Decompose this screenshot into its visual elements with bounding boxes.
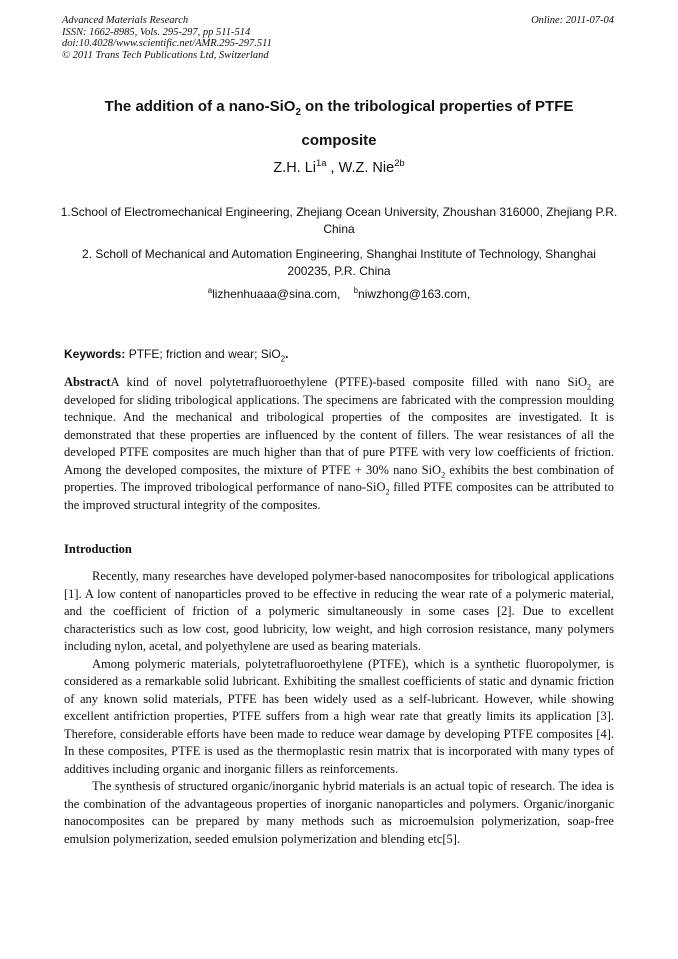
- author-1: Z.H. Li: [273, 160, 317, 176]
- title-text: The addition of a nano-SiO: [104, 98, 296, 115]
- introduction-body: [64, 568, 614, 848]
- title-subscript: 2: [295, 107, 301, 118]
- copyright-line: © 2011 Trans Tech Publications Ltd, Switzerland: [62, 49, 269, 61]
- introduction-heading: Introduction: [64, 542, 132, 556]
- keywords-end: .: [285, 347, 289, 361]
- paper-title: [60, 90, 618, 158]
- affiliation-2: 2. Scholl of Mechanical and Automation Engineering, Shanghai Institute of Technology, Shanghai 200235, P.R. China: [82, 247, 596, 278]
- abstract-text-4: filled PTFE composites can be attributed to the improved structural integrity of the composites.: [64, 480, 614, 512]
- author-2-mark: 2b: [394, 157, 405, 169]
- author-1-mark: 1a: [316, 157, 327, 169]
- email-a-mark: a: [207, 286, 213, 295]
- author-emails: [0, 287, 678, 301]
- issn-line: ISSN: 1662-8985, Vols. 295-297, pp 511-514: [62, 26, 251, 38]
- paragraph: Recently, many researches have developed polymer-based nanocomposites for tribological applications [1]. A low content of nanoparticles proved to be effective in reducing the wear rate of a polymeric material, and the coefficient of friction of a polymeric simultaneously in some cases [2]. Due to excellent characteristics such as low cost, good lubricity, low weight, and high corrosion resistance, many polymers including nylon, acetal, and polyethylene are used as bearing materials.: [64, 569, 614, 653]
- abstract-text: A kind of novel polytetrafluoroethylene (PTFE)-based composite filled with nano SiO: [110, 375, 588, 389]
- keywords-label: Keywords:: [64, 347, 126, 361]
- email-a[interactable]: lizhenhuaaa@sina.com,: [212, 287, 341, 301]
- affiliation-1: 1.School of Electromechanical Engineering, Zhejiang Ocean University, Zhoushan 316000, Zhejiang P.R. China: [60, 205, 618, 236]
- abstract-sub-3: 2: [385, 487, 390, 497]
- abstract-sub-1: 2: [587, 382, 592, 392]
- paragraph: The synthesis of structured organic/inorganic hybrid materials is an actual topic of research. The idea is the combination of the advantageous properties of inorganic nanoparticles and polymers. Organic/inorganic nanocomposites can be prepared by many methods such as microemulsion polymerization, soap-free emulsion polymerization, seeded emulsion polymerization and blending etc[5].: [64, 779, 614, 846]
- paragraph: Among polymeric materials, polytetrafluoroethylene (PTFE), which is a synthetic fluoropolymer, is considered as a remarkable solid lubricant. Exhibiting the smallest coefficients of static and dynamic friction of any known solid materials, PTFE has been widely used as a self-lubricant. However, while showing excellent antifriction properties, PTFE suffers from a high wear rate that greatly limits its application [3]. Therefore, considerable efforts have been made to reduce wear damage by developing PTFE composites [4]. In these composites, PTFE is used as the thermoplastic resin matrix that is incorporated with many types of additives including organic and inorganic fillers as reinforcements.: [64, 656, 614, 776]
- title-line2: composite: [301, 132, 377, 149]
- author-list: [0, 157, 678, 176]
- email-b[interactable]: niwzhong@163.com,: [358, 287, 471, 301]
- email-b-mark: b: [353, 286, 359, 295]
- abstract-text-2: are developed for sliding tribological applications. The specimens are fabricated with the compression moulding technique. And the mechanical and tribological properties of the composites are investigated. It is demonstrated that these properties are influenced by the content of fillers. The wear resistances of all the developed PTFE composites are much higher than that of pure PTFE with very low coefficients of friction. Among the developed composites, the mixture of PTFE + 30% nano SiO: [64, 375, 614, 477]
- online-date: Online: 2011-07-04: [531, 15, 614, 26]
- journal-name: Advanced Materials Research: [62, 15, 189, 26]
- abstract-label: Abstract: [64, 375, 111, 389]
- doi-line: doi:10.4028/www.scientific.net/AMR.295-297.511: [62, 38, 272, 49]
- keywords-text: PTFE; friction and wear; SiO: [125, 347, 281, 361]
- abstract: [64, 374, 614, 514]
- keywords-subscript: 2: [280, 354, 286, 364]
- abstract-sub-2: 2: [441, 470, 446, 479]
- title-text-cont: on the tribological properties of PTFE: [300, 98, 574, 115]
- author-separator: ,: [326, 160, 339, 176]
- author-2: W.Z. Nie: [338, 160, 395, 176]
- abstract-text-3: exhibits the best combination of properties. The improved tribological performance of nano-SiO: [64, 462, 614, 494]
- keywords: [64, 347, 289, 364]
- journal-header: [62, 15, 614, 61]
